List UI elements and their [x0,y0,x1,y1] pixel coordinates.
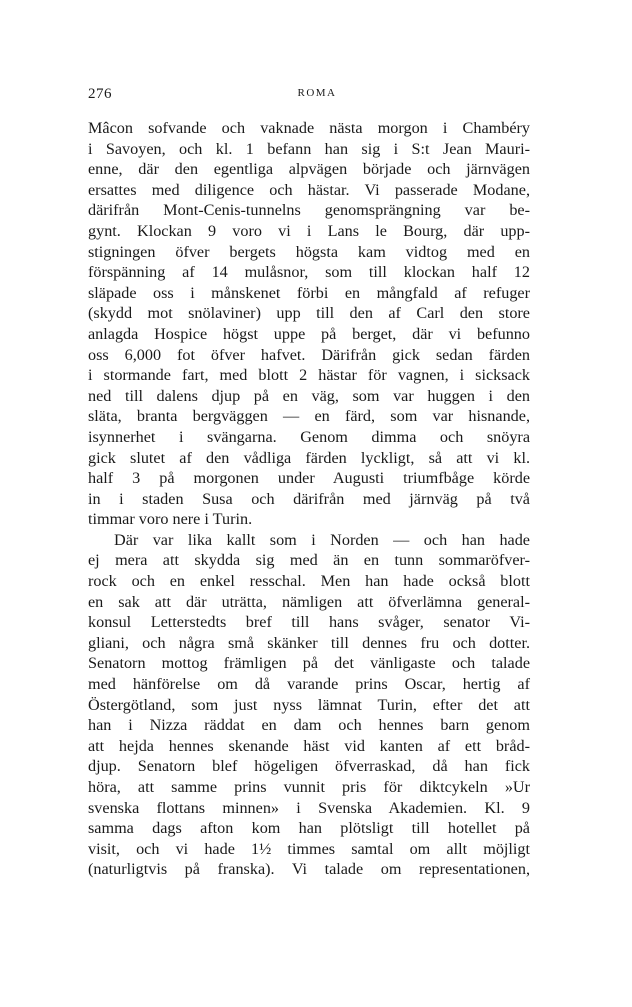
paragraph-end-line: timmar voro nere i Turin. [88,510,253,529]
running-title: ROMA [297,87,337,99]
page-number: 276 [88,86,112,102]
text-line: rock och en enkel resschal. Men han hade också blott [88,572,530,591]
text-line: (skydd mot snölaviner) upp till den af Carl den store [88,304,530,323]
text-line: höra, att samme prins vunnit pris för diktcykeln »Ur [88,778,530,796]
text-line: enne, där den egentliga alpvägen började och järnvägen [88,160,530,179]
text-line: med hänförelse om då varande prins Oscar, hertig af [88,675,530,694]
text-line: Mâcon sofvande och vaknade nästa morgon i Chambéry [88,119,530,137]
text-line: ned till dalens djup på en väg, som var huggen i den [88,386,530,405]
text-line: gynt. Klockan 9 voro vi i Lans le Bourg, där upp- [88,221,530,240]
paragraph-start-line: Där var lika kallt som i Norden — och han hade [114,530,530,549]
text-line: gick slutet af den vådliga färden lyckligt, så att vi kl. [88,448,530,467]
text-line: förspänning af 14 mulåsnor, som till klockan half 12 [88,263,530,282]
text-line: därifrån Mont-Cenis-tunnelns genomsprängning var be- [88,201,530,220]
text-line: samma dags afton kom han plötsligt till hotellet på [88,819,530,838]
text-line: in i staden Susa och därifrån med järnväg på två [88,489,530,508]
text-line: att hejda hennes skenande häst vid kanten af ett bråd- [88,736,530,755]
text-line: en sak att där uträtta, nämligen att öfverlämna general- [88,592,530,611]
text-line: (naturligtvis på franska). Vi talade om representationen, [88,860,530,879]
text-line: Senatorn mottog främligen på det vänligaste och talade [88,654,530,673]
text-line: isynnerhet i svängarna. Genom dimma och snöyra [88,427,530,446]
text-line: släta, branta bergväggen — en färd, som var hisnande, [88,407,530,426]
text-line: i Savoyen, och kl. 1 befann han sig i S:t Jean Mauri- [88,139,530,158]
text-line: ej mera att skydda sig med än en tunn sommaröfver- [88,551,530,570]
text-line: Östergötland, som just nyss lämnat Turin, efter det att [88,695,530,714]
text-line: oss 6,000 fot öfver hafvet. Därifrån gick sedan färden [88,345,530,364]
text-line: anlagda Hospice högst uppe på berget, där vi befunno [88,324,530,343]
text-line: half 3 på morgonen under Augusti triumfbåge körde [88,469,530,488]
text-line: i stormande fart, med blott 2 hästar för vagnen, i sicksack [88,366,530,385]
text-line: svenska flottans minnen» i Svenska Akademien. Kl. 9 [88,798,530,817]
text-line: släpade oss i månskenet förbi en mångfald af refuger [88,283,530,302]
text-line: konsul Letterstedts bref till hans svåger, senator Vi- [88,613,530,632]
text-line: djup. Senatorn blef högeligen öfverraskad, då han fick [88,757,530,776]
running-header [88,86,530,106]
text-line: gliani, och några små skänker till dennes fru och dotter. [88,633,530,652]
text-line: ersattes med diligence och hästar. Vi passerade Modane, [88,180,530,199]
text-line: stigningen öfver bergets högsta kam vidtog med en [88,242,530,261]
body-text [88,118,530,880]
text-line: han i Nizza räddat en dam och hennes barn genom [88,716,530,735]
text-line: visit, och vi hade 1½ timmes samtal om allt möjligt [88,839,530,858]
